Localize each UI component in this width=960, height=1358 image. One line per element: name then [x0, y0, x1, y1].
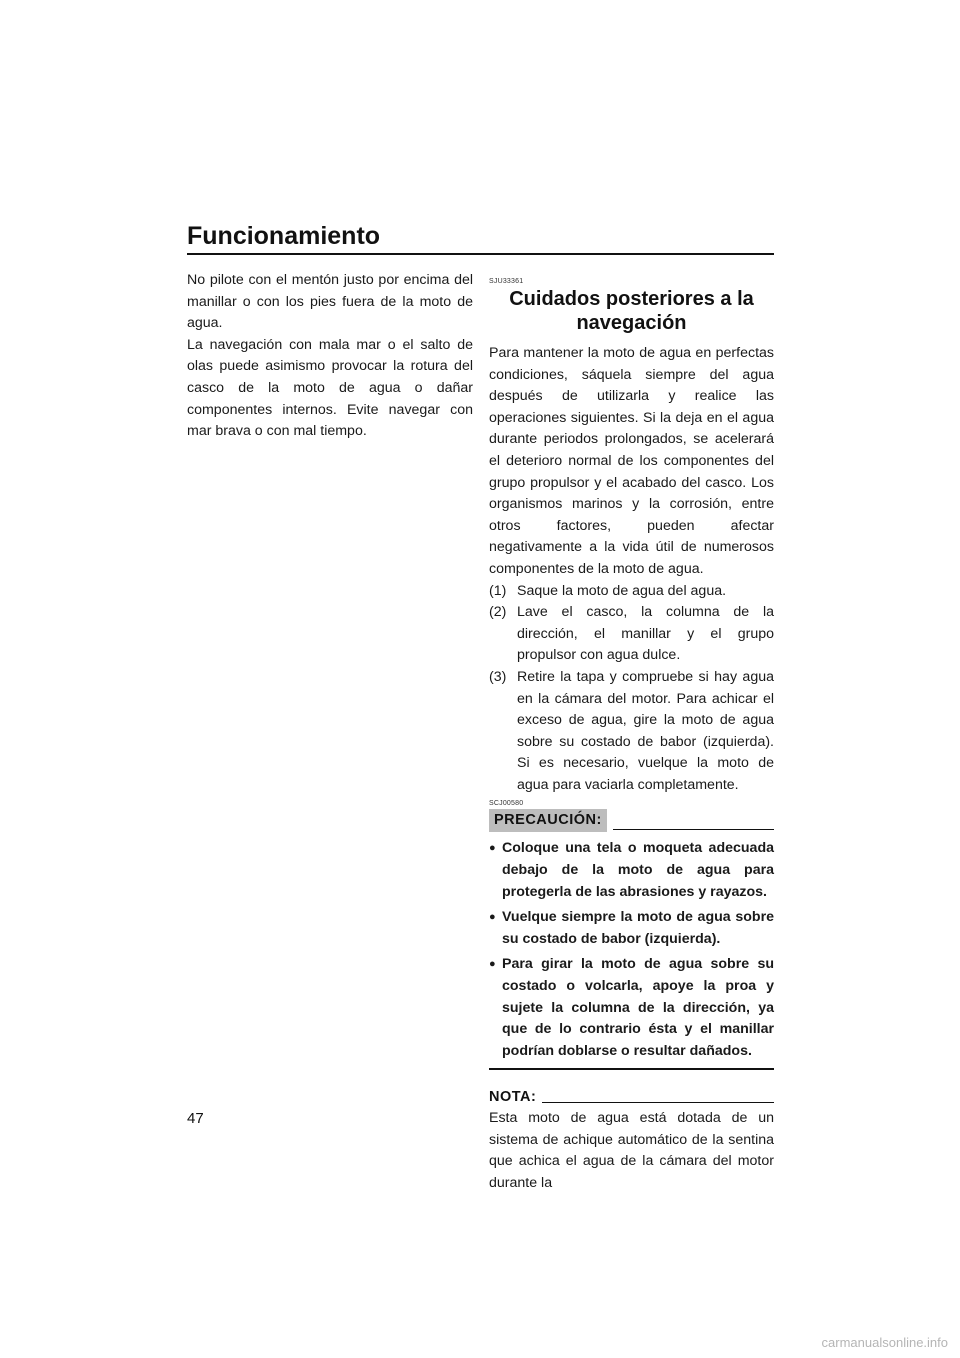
note-text: Esta moto de agua está dotada de un sistema de achique automático de la sentina que achica el agua de la cámara del motor durante la	[489, 1109, 774, 1191]
caution-code: SCJ00580	[489, 800, 524, 808]
left-paragraph-2: La navegación con mala mar o el salto de olas puede asimismo provocar la rotura del casco de la moto de agua o dañar componentes internos. Evite navegar con mar brava o con mal tiempo.	[187, 336, 473, 440]
left-paragraph-1: No pilote con el mentón justo por encima del manillar o con los pies fuera de la moto de agua.	[187, 272, 473, 332]
note-rule	[542, 1102, 774, 1103]
caution-label: PRECAUCIÓN:	[489, 809, 607, 832]
step-text: Saque la moto de agua del agua.	[517, 582, 727, 599]
page-number: 47	[187, 1110, 204, 1127]
header-rule	[187, 253, 774, 255]
caution-item-text: Para girar la moto de agua sobre su costado o volcarla, apoye la proa y sujete la columna de la dirección, ya que de lo contrario ésta y el manillar podrían doblarse o resultar dañados.	[502, 956, 774, 1059]
left-column	[187, 270, 473, 443]
caution-rule	[613, 829, 774, 831]
caution-header	[489, 809, 774, 832]
step-number: (1)	[489, 582, 507, 599]
caution-list	[489, 838, 774, 1062]
step-text: Retire la tapa y compruebe si hay agua en la cámara del motor. Para achicar el exceso de agua, gire la moto de agua sobre su costado de babor (izquierda). Si es necesario, vuelque la moto de agua para vaciarla completamente.	[517, 668, 774, 793]
bullet-icon: ●	[489, 842, 496, 855]
page-title: Funcionamiento	[187, 222, 381, 250]
caution-end-rule	[489, 1068, 774, 1070]
note-header	[489, 1087, 774, 1108]
right-column	[489, 277, 774, 1194]
list-item	[489, 667, 774, 797]
list-item	[489, 581, 774, 603]
bullet-icon: ●	[489, 911, 496, 924]
section-intro: Para mantener la moto de agua en perfectas condiciones, sáquela siempre del agua después de utilizarla y realice las operaciones siguientes. Si la deja en el agua durante periodos prolongados, se acelerará el deterioro normal de los componentes del grupo propulsor y el acabado del casco. Los organismos marinos y la corrosión, entre otros factores, pueden afectar negativamente a la vida útil de numerosos componentes de la moto de agua.	[489, 345, 774, 577]
list-item	[489, 838, 774, 903]
section-code: SJU33361	[489, 278, 524, 285]
steps-list	[489, 581, 774, 797]
list-item	[489, 907, 774, 950]
caution-item-text: Vuelque siempre la moto de agua sobre su costado de babor (izquierda).	[502, 909, 774, 947]
watermark: carmanualsonline.info	[821, 1335, 948, 1350]
caution-item-text: Coloque una tela o moqueta adecuada debajo de la moto de agua para protegerla de las abrasiones y rayazos.	[502, 840, 774, 900]
step-text: Lave el casco, la columna de la dirección, el manillar y el grupo propulsor con agua dulce.	[517, 604, 774, 664]
section-title: Cuidados posteriores a la navegación	[509, 288, 754, 334]
list-item	[489, 602, 774, 667]
step-number: (2)	[489, 604, 507, 621]
step-number: (3)	[489, 668, 507, 685]
list-item	[489, 954, 774, 1062]
note-label: NOTA:	[489, 1088, 537, 1105]
bullet-icon: ●	[489, 958, 496, 971]
